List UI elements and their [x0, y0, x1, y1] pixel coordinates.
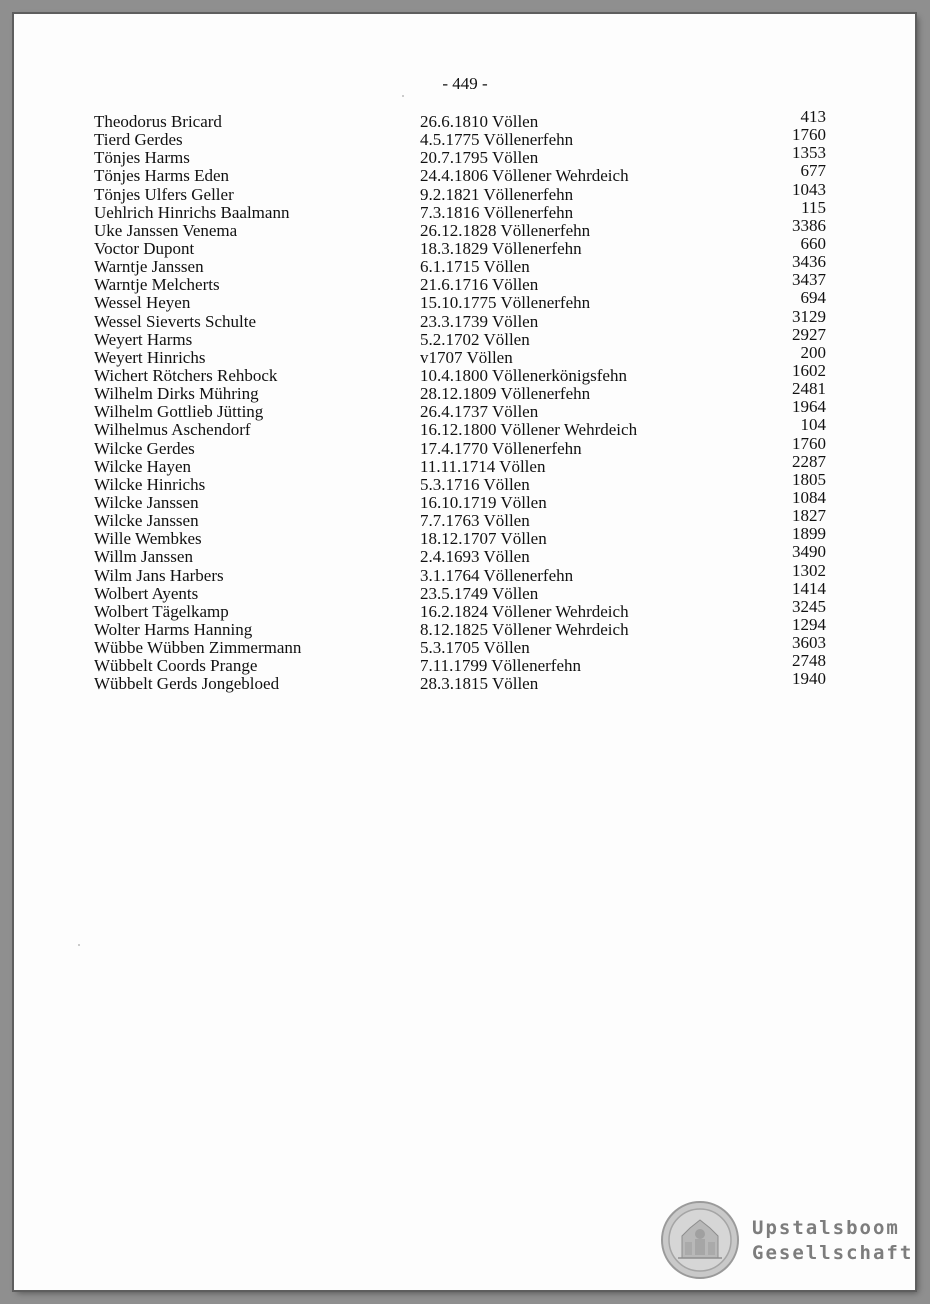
entry-name: Tönjes Ulfers Geller	[94, 184, 234, 204]
brand-line-2: Gesellschaft	[752, 1242, 914, 1264]
scan-speck	[402, 95, 404, 97]
entry-name: Warntje Janssen	[94, 257, 204, 277]
entry-date-place: v1707 Völlen	[420, 347, 513, 367]
entry-number: 3129	[792, 306, 826, 326]
entry-date-place: 17.4.1770 Völlenerfehn	[420, 438, 582, 458]
entry-number: 1964	[792, 397, 826, 417]
entry-date-place: 16.2.1824 Völlener Wehrdeich	[420, 601, 629, 621]
entry-name: Wilhelm Gottlieb Jütting	[94, 402, 264, 422]
entry-number: 3386	[792, 215, 826, 235]
entry-date-place: 5.2.1702 Völlen	[420, 329, 530, 349]
entry-name: Weyert Hinrichs	[94, 347, 206, 367]
entry-name: Wilcke Janssen	[94, 492, 199, 512]
brand-line-1: Upstalsboom	[752, 1217, 900, 1239]
entry-date-place: 26.4.1737 Völlen	[420, 402, 539, 422]
entry-date-place: 9.2.1821 Völlenerfehn	[420, 184, 574, 204]
brand-wordmark	[752, 1216, 913, 1266]
entry-number: 2481	[792, 379, 826, 399]
entry-row	[0, 306, 930, 331]
entry-date-place: 5.3.1705 Völlen	[420, 638, 530, 658]
entry-name: Warntje Melcherts	[94, 275, 220, 295]
entry-name: Wübbelt Coords Prange	[94, 656, 258, 676]
entry-row	[0, 197, 930, 222]
entry-name: Wille Wembkes	[94, 529, 202, 549]
entry-number: 1043	[792, 179, 826, 199]
entry-row	[0, 379, 930, 404]
entry-number: 3490	[792, 542, 826, 562]
entry-row	[0, 669, 930, 694]
entry-row	[0, 342, 930, 367]
entry-name: Tönjes Harms Eden	[94, 166, 230, 186]
entry-date-place: 18.12.1707 Völlen	[420, 529, 547, 549]
entry-row	[0, 560, 930, 585]
entry-number: 1302	[792, 560, 826, 580]
entry-row	[0, 161, 930, 186]
entry-date-place: 7.3.1816 Völlenerfehn	[420, 202, 574, 222]
entry-row	[0, 125, 930, 150]
entry-number: 3436	[792, 252, 826, 272]
entry-row	[0, 360, 930, 385]
entry-number: 3245	[792, 596, 826, 616]
entry-number: 2927	[792, 324, 826, 344]
seal-logo-icon	[660, 1200, 740, 1280]
entry-name: Wilcke Janssen	[94, 511, 199, 531]
entry-name: Wilcke Gerdes	[94, 438, 195, 458]
entry-date-place: 28.3.1815 Völlen	[420, 674, 539, 694]
entry-date-place: 23.3.1739 Völlen	[420, 311, 539, 331]
entry-date-place: 6.1.1715 Völlen	[420, 257, 530, 277]
entry-date-place: 26.6.1810 Völlen	[420, 112, 539, 131]
entry-number: 1940	[792, 669, 826, 689]
entry-row	[0, 614, 930, 639]
entry-date-place: 7.7.1763 Völlen	[420, 511, 530, 531]
entry-number: 3603	[792, 633, 826, 653]
entry-date-place: 5.3.1716 Völlen	[420, 474, 530, 494]
entry-number: 677	[800, 161, 826, 181]
entry-number: 1353	[792, 143, 826, 163]
entry-row	[0, 469, 930, 494]
entry-number: 115	[801, 197, 826, 217]
entry-name: Wilcke Hinrichs	[94, 474, 206, 494]
entry-row	[0, 578, 930, 603]
entry-date-place: 21.6.1716 Völlen	[420, 275, 539, 295]
entry-name: Wichert Rötchers Rehbock	[94, 365, 278, 385]
entry-name: Wolbert Ayents	[94, 583, 199, 603]
entry-row	[0, 524, 930, 549]
entry-name: Willm Janssen	[94, 547, 193, 567]
entry-name: Wessel Sieverts Schulte	[94, 311, 256, 331]
entry-name: Tierd Gerdes	[94, 130, 183, 150]
entry-date-place: 24.4.1806 Völlener Wehrdeich	[420, 166, 629, 186]
entry-list	[0, 107, 930, 694]
entry-number: 1760	[792, 433, 826, 453]
entry-number: 3437	[792, 270, 826, 290]
entry-row	[0, 633, 930, 658]
entry-row	[0, 415, 930, 440]
entry-date-place: 26.12.1828 Völlenerfehn	[420, 220, 591, 240]
entry-date-place: 2.4.1693 Völlen	[420, 547, 530, 567]
scan-speck	[78, 944, 80, 946]
entry-name: Uehlrich Hinrichs Baalmann	[94, 202, 290, 222]
entry-row	[0, 596, 930, 621]
entry-row	[0, 506, 930, 531]
entry-date-place: 16.10.1719 Völlen	[420, 492, 547, 512]
entry-number: 413	[800, 107, 826, 126]
entry-row	[0, 179, 930, 204]
entry-date-place: 7.11.1799 Völlenerfehn	[420, 656, 581, 676]
entry-row	[0, 451, 930, 476]
entry-row	[0, 233, 930, 258]
entry-name: Uke Janssen Venema	[94, 220, 238, 240]
entry-row	[0, 324, 930, 349]
entry-name: Wolbert Tägelkamp	[94, 601, 229, 621]
entry-row	[0, 288, 930, 313]
entry-date-place: 20.7.1795 Völlen	[420, 148, 539, 168]
entry-number: 104	[800, 415, 826, 435]
entry-row	[0, 397, 930, 422]
entry-name: Weyert Harms	[94, 329, 193, 349]
entry-name: Wübbe Wübben Zimmermann	[94, 638, 302, 658]
entry-date-place: 15.10.1775 Völlenerfehn	[420, 293, 591, 313]
entry-number: 2287	[792, 451, 826, 471]
entry-number: 1827	[792, 506, 826, 526]
entry-number: 1899	[792, 524, 826, 544]
entry-number: 200	[800, 342, 826, 362]
entry-row	[0, 215, 930, 240]
entry-date-place: 18.3.1829 Völlenerfehn	[420, 238, 582, 258]
entry-date-place: 8.12.1825 Völlener Wehrdeich	[420, 619, 629, 639]
entry-date-place: 10.4.1800 Völlenerkönigsfehn	[420, 365, 627, 385]
entry-row	[0, 433, 930, 458]
entry-date-place: 28.12.1809 Völlenerfehn	[420, 384, 591, 404]
entry-row	[0, 651, 930, 676]
entry-date-place: 16.12.1800 Völlener Wehrdeich	[420, 420, 638, 440]
entry-row	[0, 542, 930, 567]
entry-name: Tönjes Harms	[94, 148, 190, 168]
entry-number: 1294	[792, 614, 826, 634]
entry-name: Wolter Harms Hanning	[94, 619, 253, 639]
entry-number: 1805	[792, 469, 826, 489]
entry-row	[0, 107, 930, 131]
entry-row	[0, 270, 930, 295]
entry-row	[0, 487, 930, 512]
entry-date-place: 23.5.1749 Völlen	[420, 583, 539, 603]
entry-number: 2748	[792, 651, 826, 671]
entry-number: 1602	[792, 360, 826, 380]
entry-name: Voctor Dupont	[94, 238, 195, 258]
entry-number: 694	[800, 288, 826, 308]
entry-name: Wessel Heyen	[94, 293, 191, 313]
entry-name: Wilcke Hayen	[94, 456, 192, 476]
entry-date-place: 11.11.1714 Völlen	[420, 456, 546, 476]
entry-name: Wilm Jans Harbers	[94, 565, 224, 585]
entry-number: 1414	[792, 578, 826, 598]
entry-number: 660	[800, 233, 826, 253]
entry-number: 1084	[792, 487, 826, 507]
entry-name: Wübbelt Gerds Jongebloed	[94, 674, 280, 694]
entry-name: Wilhelmus Aschendorf	[94, 420, 251, 440]
entry-date-place: 3.1.1764 Völlenerfehn	[420, 565, 574, 585]
entry-date-place: 4.5.1775 Völlenerfehn	[420, 130, 574, 150]
entry-number: 1760	[792, 125, 826, 145]
entry-name: Theodorus Bricard	[94, 112, 222, 131]
entry-row	[0, 252, 930, 277]
entry-row	[0, 143, 930, 168]
page-number: - 449 -	[442, 74, 488, 93]
entry-name: Wilhelm Dirks Mühring	[94, 384, 259, 404]
